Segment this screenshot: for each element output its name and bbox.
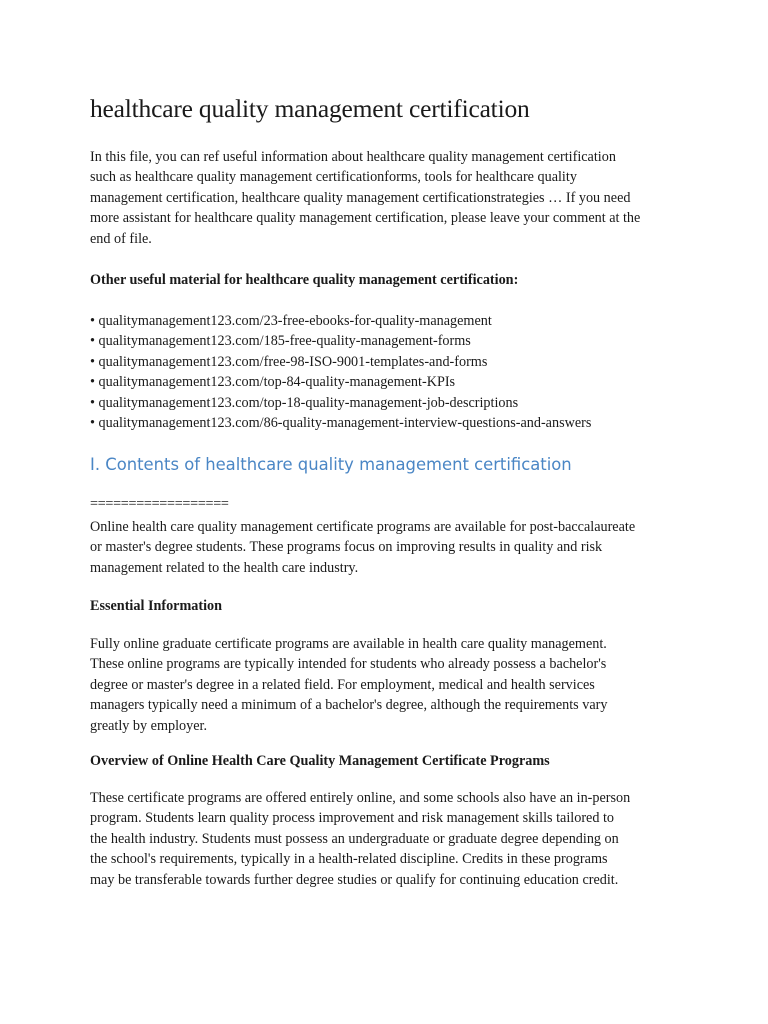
intro-paragraph	[90, 147, 682, 249]
list-item: • qualitymanagement123.com/top-18-quality-management-job-descriptions	[90, 394, 519, 411]
paragraph-line: degree or master's degree in a related field. For employment, medical and health services	[90, 676, 595, 693]
paragraph-line: greatly by employer.	[90, 717, 208, 734]
paragraph-line: management related to the health care industry.	[90, 559, 359, 576]
intro-line: more assistant for healthcare quality management certification, please leave your comment at the	[90, 210, 641, 227]
paragraph-line: the school's requirements, typically in a health-related discipline. Credits in these programs	[90, 851, 608, 868]
paragraph-line: Fully online graduate certificate programs are available in health care quality management.	[90, 636, 607, 652]
paragraph-line: the health industry. Students must possess an undergraduate or graduate degree depending on	[90, 830, 619, 847]
useful-material-heading: Other useful material for healthcare quality management certification:	[90, 272, 519, 288]
essential-info-paragraph	[90, 634, 682, 736]
list-item: • qualitymanagement123.com/free-98-ISO-9001-templates-and-forms	[90, 353, 488, 370]
paragraph-line: managers typically need a minimum of a bachelor's degree, although the requirements vary	[90, 697, 608, 714]
paragraph-line: may be transferable towards further degree studies or qualify for continuing education credit.	[90, 871, 619, 888]
page-title: healthcare quality management certification	[90, 94, 530, 123]
paragraph-line: These certificate programs are offered entirely online, and some schools also have an in-person	[90, 790, 631, 806]
list-item: • qualitymanagement123.com/185-free-quality-management-forms	[90, 333, 471, 350]
intro-line: In this file, you can ref useful information about healthcare quality management certification	[90, 149, 616, 165]
section-heading: I. Contents of healthcare quality management certification	[90, 455, 572, 474]
useful-material-list	[90, 311, 591, 433]
paragraph-line: These online programs are typically intended for students who already possess a bachelor's	[90, 656, 607, 673]
intro-line: management certification, healthcare quality management certificationstrategies … If you need	[90, 189, 631, 206]
list-item: • qualitymanagement123.com/top-84-quality-management-KPIs	[90, 374, 456, 391]
intro-line: end of file.	[90, 230, 152, 247]
intro-line: such as healthcare quality management certificationforms, tools for healthcare quality	[90, 169, 577, 186]
paragraph-line: program. Students learn quality process improvement and risk management skills tailored to	[90, 810, 615, 827]
equals-divider: ==================	[90, 496, 229, 512]
overview-paragraph	[90, 788, 682, 890]
essential-info-heading: Essential Information	[90, 598, 223, 614]
paragraph-line: or master's degree students. These programs focus on improving results in quality and risk	[90, 539, 603, 556]
paragraph-line: Online health care quality management certificate programs are available for post-baccalaureate	[90, 519, 636, 535]
list-item: • qualitymanagement123.com/23-free-ebooks-for-quality-management	[90, 313, 492, 329]
list-item: • qualitymanagement123.com/86-quality-management-interview-questions-and-answers	[90, 415, 592, 432]
overview-heading: Overview of Online Health Care Quality Management Certificate Programs	[90, 753, 550, 769]
section-intro-paragraph	[90, 517, 682, 578]
